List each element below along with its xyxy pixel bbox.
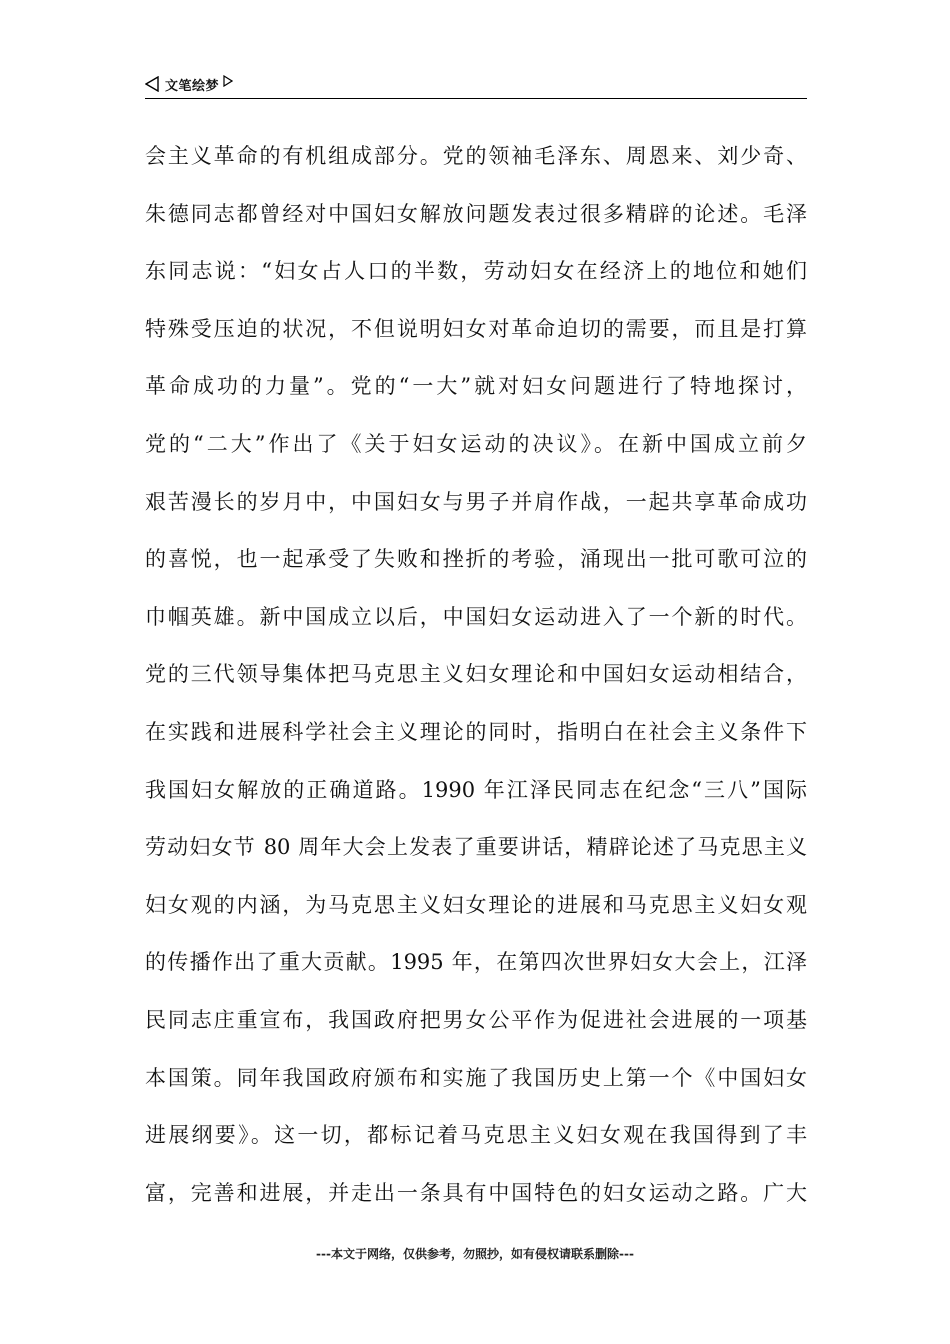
triangle-left-icon — [145, 76, 159, 92]
body-line: 富，完善和进展，并走出一条具有中国特色的妇女运动之路。广大 — [145, 1180, 807, 1205]
body-line: 进展纲要》。这一切，都标记着马克思主义妇女观在我国得到了丰 — [145, 1123, 807, 1148]
page-footer: ---本文于网络，仅供参考，勿照抄，如有侵权请联系删除--- — [316, 1247, 634, 1261]
body-line: 东同志说：“妇女占人口的半数，劳动妇女在经济上的地位和她们 — [145, 259, 807, 284]
body-line: 妇女观的内涵，为马克思主义妇女理论的进展和马克思主义妇女观 — [145, 892, 807, 917]
body-line: 民同志庄重宣布，我国政府把男女公平作为促进社会进展的一项基 — [145, 1007, 807, 1032]
body-line: 的传播作出了重大贡献。1995 年，在第四次世界妇女大会上，江泽 — [145, 950, 807, 975]
body-line: 在实践和进展科学社会主义理论的同时，指明白在社会主义条件下 — [145, 719, 807, 744]
body-line: 会主义革命的有机组成部分。党的领袖毛泽东、周恩来、刘少奇、 — [145, 144, 807, 168]
body-line: 特殊受压迫的状况，不但说明妇女对革命迫切的需要，而且是打算 — [145, 316, 807, 341]
header-divider — [145, 98, 807, 99]
body-line: 的喜悦，也一起承受了失败和挫折的考验，涌现出一批可歌可泣的 — [145, 547, 807, 572]
body-line: 劳动妇女节 80 周年大会上发表了重要讲话，精辟论述了马克思主义 — [145, 835, 807, 860]
header-title: 文笔绘梦 — [165, 78, 220, 94]
triangle-right-icon — [223, 75, 233, 87]
document-body — [145, 128, 807, 1222]
body-line: 本国策。同年我国政府颁布和实施了我国历史上第一个《中国妇女 — [145, 1065, 807, 1090]
page-header — [145, 72, 807, 96]
body-line: 革命成功的力量”。党的“一大”就对妇女问题进行了特地探讨， — [145, 374, 807, 399]
body-line: 党的“二大”作出了《关于妇女运动的决议》。在新中国成立前夕 — [145, 431, 807, 456]
body-line: 我国妇女解放的正确道路。1990 年江泽民同志在纪念“三八”国际 — [145, 777, 807, 802]
body-line: 巾帼英雄。新中国成立以后，中国妇女运动进入了一个新的时代。 — [145, 604, 807, 629]
body-line: 党的三代领导集体把马克思主义妇女理论和中国妇女运动相结合， — [145, 662, 807, 687]
body-line: 朱德同志都曾经对中国妇女解放问题发表过很多精辟的论述。毛泽 — [145, 201, 807, 226]
body-line: 艰苦漫长的岁月中，中国妇女与男子并肩作战，一起共享革命成功 — [145, 489, 807, 514]
